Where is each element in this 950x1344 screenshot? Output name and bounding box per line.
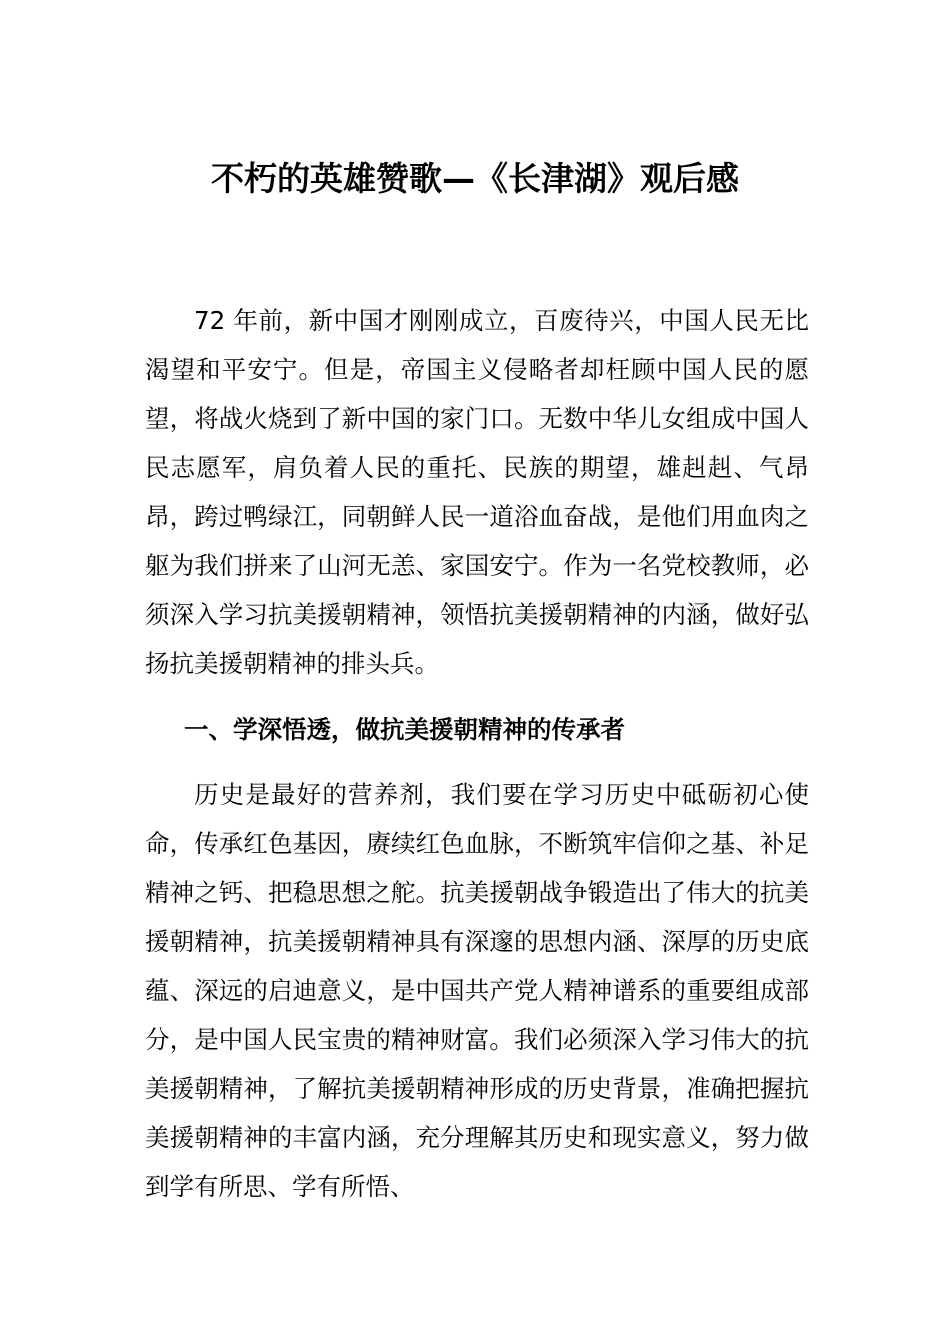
- document-title: 不朽的英雄赞歌—《长津湖》观后感: [211, 159, 739, 198]
- paragraph-section-1: 历史是最好的营养剂，我们要在学习历史中砥砺初心使命，传承红色基因，赓续红色血脉，不断筑牢信仰之基、补足精神之钙、把稳思想之舵。抗美援朝战争锻造出了伟大的抗美援朝精神，抗美援朝精神具有深邃的思想内涵、深厚的历史底蕴、深远的启迪意义，是中国共产党人精神谱系的重要组成部分，是中国人民宝贵的精神财富。我们必须深入学习伟大的抗美援朝精神，了解抗美援朝精神形成的历史背景，准确把握抗美援朝精神的丰富内涵，充分理解其历史和现实意义，努力做到学有所思、学有所悟、: [145, 780, 809, 1201]
- paragraph-intro: 72 年前，新中国才刚刚成立，百废待兴，中国人民无比渴望和平安宁。但是，帝国主义侵略者却枉顾中国人民的愿望，将战火烧到了新中国的家门口。无数中华儿女组成中国人民志愿军，肩负着人民的重托、民族的期望，雄赳赳、气昂昂，跨过鸭绿江，同朝鲜人民一道浴血奋战，是他们用血肉之躯为我们拼来了山河无恙、家国安宁。作为一名党校教师，必须深入学习抗美援朝精神，领悟抗美援朝精神的内涵，做好弘扬抗美援朝精神的排头兵。: [145, 306, 809, 678]
- section-heading-1: 一、学深悟透，做抗美援朝精神的传承者: [184, 715, 625, 744]
